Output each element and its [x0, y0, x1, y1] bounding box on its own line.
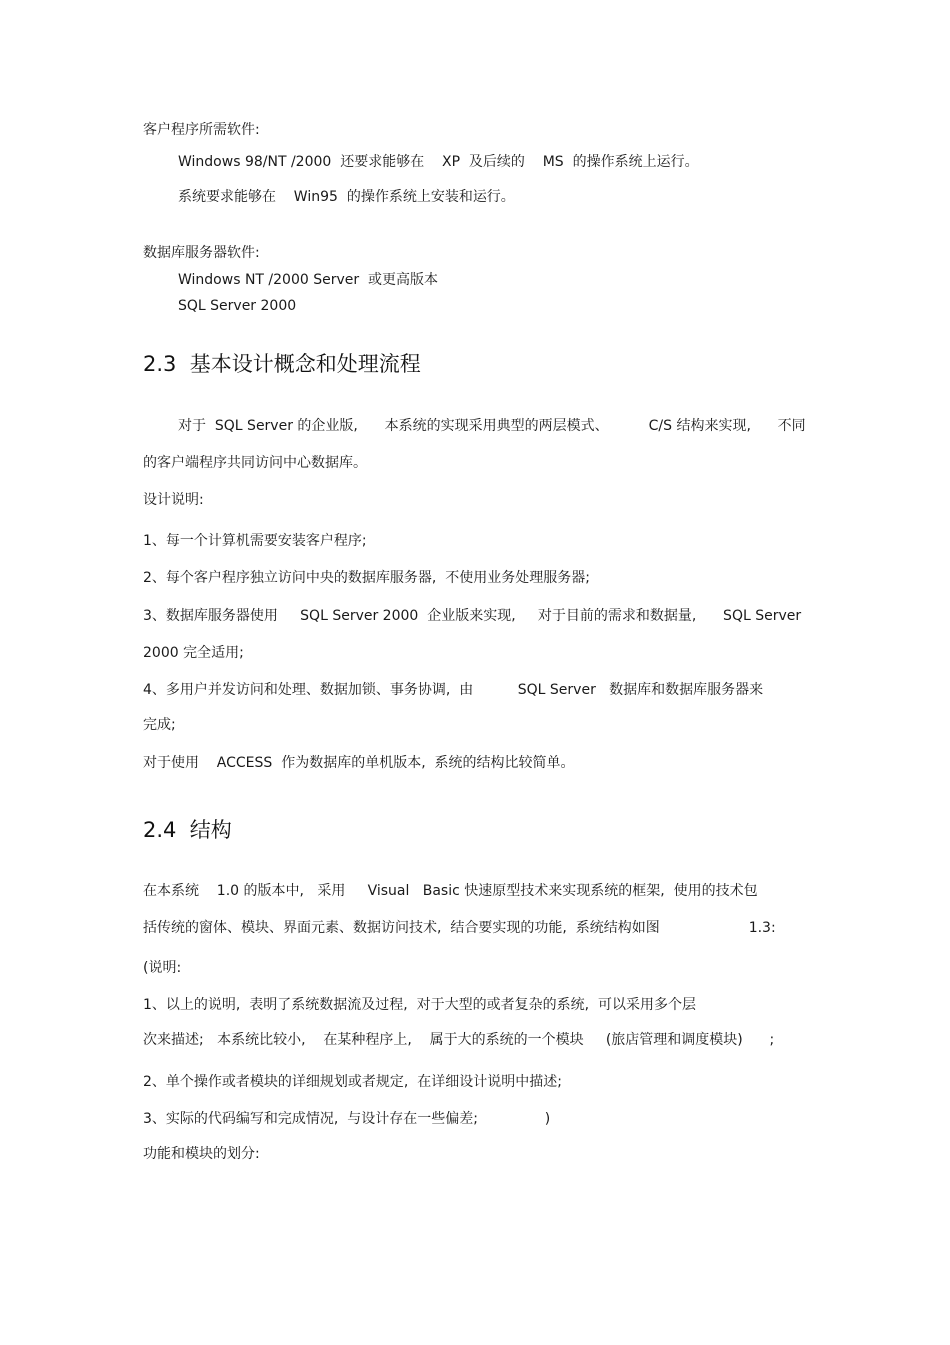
design-note-item-4-line-1: 4、多用户并发访问和处理、数据加锁、事务协调, 由 SQL Server 数据库和数据库服务器来: [143, 682, 764, 698]
structure-note-1-line-2: 次来描述; 本系统比较小, 在某种程序上, 属于大的系统的一个模块 (旅店管理和调度模块) ;: [143, 1032, 775, 1048]
db-server-software-title: 数据库服务器软件:: [143, 245, 260, 261]
structure-note-open: (说明:: [143, 960, 182, 976]
design-note-item-1: 1、每一个计算机需要安装客户程序;: [143, 533, 367, 549]
db-server-software-line-2: SQL Server 2000: [178, 298, 297, 314]
structure-paragraph-line-1: 在本系统 1.0 的版本中, 采用 Visual Basic 快速原型技术来实现系统的框架, 使用的技术包: [143, 883, 758, 899]
structure-note-3: 3、实际的代码编写和完成情况, 与设计存在一些偏差; ): [143, 1111, 551, 1127]
design-notes-title: 设计说明:: [143, 492, 204, 508]
design-note-item-3-line-2: 2000 完全适用;: [143, 645, 244, 661]
design-note-item-3-line-1: 3、数据库服务器使用 SQL Server 2000 企业版来实现, 对于目前的需求和数据量, SQL Server: [143, 608, 802, 624]
section-2-3-intro-line-1: 对于 SQL Server 的企业版, 本系统的实现采用典型的两层模式、 C/S 结构来实现, 不同: [178, 418, 806, 434]
section-2-3-heading: 2.3 基本设计概念和处理流程: [143, 352, 421, 376]
client-software-line-2: 系统要求能够在 Win95 的操作系统上安装和运行。: [178, 189, 515, 205]
structure-note-2: 2、单个操作或者模块的详细规划或者规定, 在详细设计说明中描述;: [143, 1074, 562, 1090]
access-version-note: 对于使用 ACCESS 作为数据库的单机版本, 系统的结构比较简单。: [143, 755, 575, 771]
db-server-software-line-1: Windows NT /2000 Server 或更高版本: [178, 272, 439, 288]
structure-note-1-line-1: 1、以上的说明, 表明了系统数据流及过程, 对于大型的或者复杂的系统, 可以采用多个层: [143, 997, 696, 1013]
structure-paragraph-line-2: 括传统的窗体、模块、界面元素、数据访问技术, 结合要实现的功能, 系统结构如图 1.3:: [143, 920, 776, 936]
design-note-item-4-line-2: 完成;: [143, 717, 176, 733]
design-note-item-2: 2、每个客户程序独立访问中央的数据库服务器, 不使用业务处理服务器;: [143, 570, 590, 586]
client-software-line-1: Windows 98/NT /2000 还要求能够在 XP 及后续的 MS 的操作系统上运行。: [178, 154, 699, 170]
section-2-3-intro-line-2: 的客户端程序共同访问中心数据库。: [143, 455, 367, 471]
client-software-title: 客户程序所需软件:: [143, 122, 260, 138]
section-2-4-heading: 2.4 结构: [143, 818, 232, 842]
modules-division-title: 功能和模块的划分:: [143, 1146, 260, 1162]
